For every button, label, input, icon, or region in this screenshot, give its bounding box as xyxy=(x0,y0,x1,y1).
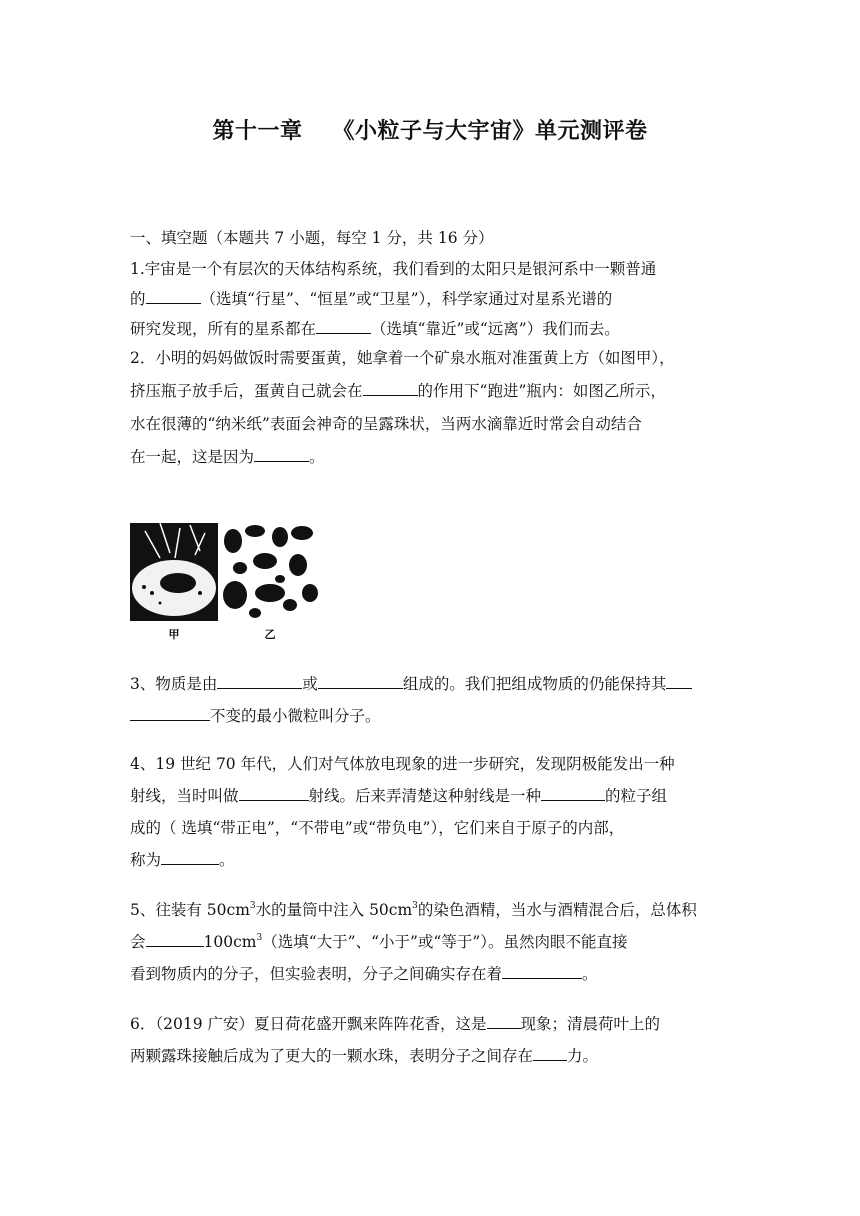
answer-blank[interactable] xyxy=(487,1010,521,1029)
q3-line-2 xyxy=(130,700,730,732)
question-6 xyxy=(130,1008,730,1072)
q5-line-3 xyxy=(130,958,730,990)
q4-text: 射线，当时叫做 xyxy=(130,787,239,805)
q6-text: 6．（2019 广安）夏日荷花盛开飘来阵阵花香，这是 xyxy=(130,1015,487,1033)
figure-image xyxy=(130,523,320,643)
figure-label-a: 甲 xyxy=(168,628,180,641)
question-3 xyxy=(130,668,730,732)
q6-text: 力。 xyxy=(567,1047,599,1065)
answer-blank[interactable] xyxy=(130,702,210,721)
q5-text: 100cm xyxy=(203,933,257,951)
answer-blank[interactable] xyxy=(363,377,418,396)
chapter-name: 《小粒子与大宇宙》单元测评卷 xyxy=(332,118,648,144)
answer-blank[interactable] xyxy=(316,315,371,334)
q2-text: 的作用下“跑进”瓶内：如图乙所示， xyxy=(417,382,666,400)
q2-line-1: 2．小明的妈妈做饭时需要蛋黄，她拿着一个矿泉水瓶对准蛋黄上方（如图甲）， xyxy=(130,349,675,367)
q1-line-3 xyxy=(130,314,730,344)
q5-line-1 xyxy=(130,894,730,926)
figure-label-b: 乙 xyxy=(264,628,276,641)
q1-text: 研究发现，所有的星系都在 xyxy=(130,320,317,338)
question-1 xyxy=(130,254,730,344)
answer-blank[interactable] xyxy=(146,285,201,304)
q1-text: （选填“行星”、“恒星”或“卫星”），科学家通过对星系光谱的 xyxy=(200,290,613,308)
superscript-3: 3 xyxy=(256,933,263,943)
q4-line-3: 成的（ 选填“带正电”，“不带电”或“带负电”），它们来自于原子的内部， xyxy=(130,819,625,837)
q5-line-2 xyxy=(130,926,730,958)
q2-line-3: 水在很薄的“纳米纸”表面会神奇的呈露珠状，当两水滴靠近时常会自动结合 xyxy=(130,415,642,433)
answer-blank[interactable] xyxy=(666,670,692,689)
q4-text: 称为 xyxy=(130,851,162,869)
answer-blank[interactable] xyxy=(239,782,309,801)
q4-line-1: 4、19 世纪 70 年代，人们对气体放电现象的进一步研究，发现阴极能发出一种 xyxy=(130,755,675,773)
q1-line-1: 1.宇宙是一个有层次的天体结构系统，我们看到的太阳只是银河系中一颗普通 xyxy=(130,260,657,278)
q3-text: 组成的。我们把组成物质的仍能保持其 xyxy=(402,675,667,693)
q6-text: 两颗露珠接触后成为了更大的一颗水珠，表明分子之间存在 xyxy=(130,1047,534,1065)
q1-text: 的 xyxy=(130,290,146,308)
q6-line-1 xyxy=(130,1008,730,1040)
answer-blank[interactable] xyxy=(541,782,605,801)
q3-text: 或 xyxy=(302,675,318,693)
q3-text: 3、物质是由 xyxy=(130,675,218,693)
q6-line-2 xyxy=(130,1040,730,1072)
q2-line-2 xyxy=(130,375,730,408)
chapter-number: 第十一章 xyxy=(212,118,303,144)
q4-text: 。 xyxy=(219,851,235,869)
answer-blank[interactable] xyxy=(502,960,582,979)
q3-text: 不变的最小微粒叫分子。 xyxy=(210,707,381,725)
q5-text: 5、往装有 50cm xyxy=(130,901,250,919)
q1-line-2 xyxy=(130,284,730,314)
q5-text: 水的量筒中注入 50cm xyxy=(255,901,413,919)
q5-text: （选填“大于”、“小于”或“等于”）。虽然肉眼不能直接 xyxy=(262,933,628,951)
q2-line-4 xyxy=(130,441,730,474)
q2-text: 在一起，这是因为 xyxy=(130,448,255,466)
q2-text: 挤压瓶子放手后，蛋黄自己就会在 xyxy=(130,382,363,400)
question-2 xyxy=(130,342,730,474)
q3-line-1 xyxy=(130,668,730,700)
answer-blank[interactable] xyxy=(161,846,219,865)
superscript-3: 3 xyxy=(412,901,418,911)
q4-text: 的粒子组 xyxy=(605,787,668,805)
q6-text: 现象；清晨荷叶上的 xyxy=(520,1015,661,1033)
q5-text: 会 xyxy=(130,933,146,951)
page-title xyxy=(0,114,860,145)
question-4 xyxy=(130,748,730,876)
q2-text: 。 xyxy=(309,448,325,466)
q5-text: 。 xyxy=(582,965,598,983)
answer-blank[interactable] xyxy=(533,1042,567,1061)
q5-text: 的染色酒精，当水与酒精混合后，总体积 xyxy=(417,901,697,919)
q4-line-4 xyxy=(130,844,730,876)
experiment-figure xyxy=(130,523,320,643)
question-5 xyxy=(130,894,730,990)
q4-text: 射线。后来弄清楚这种射线是一种 xyxy=(308,787,542,805)
q5-text: 看到物质内的分子，但实验表明，分子之间确实存在着 xyxy=(130,965,503,983)
answer-blank[interactable] xyxy=(318,670,403,689)
answer-blank[interactable] xyxy=(217,670,302,689)
q4-line-2 xyxy=(130,780,730,812)
q1-text: （选填“靠近”或“远离”）我们而去。 xyxy=(371,320,620,338)
yolk-shape xyxy=(160,573,196,593)
answer-blank[interactable] xyxy=(146,928,204,947)
section-heading: 一、填空题（本题共 7 小题，每空 1 分，共 16 分） xyxy=(130,229,494,247)
superscript-3: 3 xyxy=(249,901,256,911)
answer-blank[interactable] xyxy=(254,443,309,462)
